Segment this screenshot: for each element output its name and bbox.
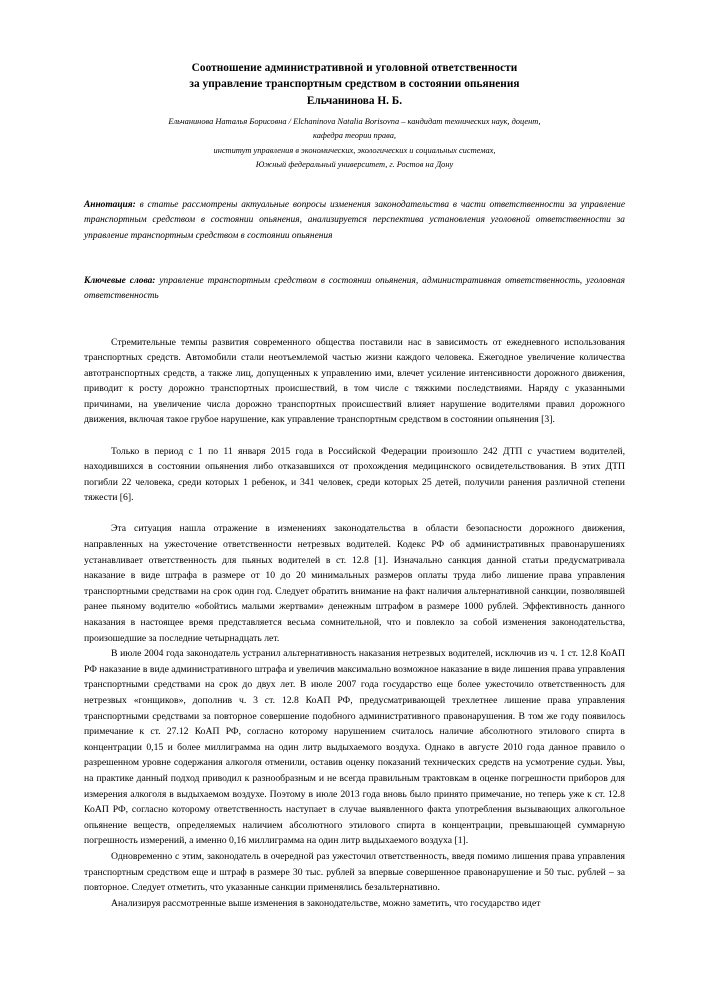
body-paragraph: Стремительные темпы развития современного общества поставили нас в зависимость от ежедневного использования транспортных средств. Автомобили стали неотъемлемой частью жизни каждого человека. Ежегодное увеличение количества автотранспортных средств, а также лиц, допущенных к управлению ими, влечет усиление интенсивности дорожного движения, приводит к росту дорожно транспортных происшествий, в том числе с тяжкими последствиями. Наряду с указанными причинами, на увеличение числа дорожно транспортных происшествий влияет нарушение водителями правил дорожного движения, включая такое грубое нарушение, как управление транспортным средством в состоянии опьянения [3]. xyxy=(84,336,625,426)
author-name: Ельчанинова Н. Б. xyxy=(306,94,403,107)
abstract-text: в статье рассмотрены актуальные вопросы изменения законодательства в части ответственности за управление транспортным средством в состоянии опьянения, анализируется перспектива установления уголовной ответственности за управление транспортным средством в состоянии опьянения xyxy=(84,200,625,241)
body-paragraph: Только в период с 1 по 11 января 2015 года в Российской Федерации произошло 242 ДТП с участием водителей, находившихся в состоянии опьянения либо отказавшихся от прохождения медицинского освидетельствования. В этих ДТП погибли 22 человека, среди которых 1 ребенок, и 341 человек, среди которых 25 детей, получили ранения различной степени тяжести [6]. xyxy=(84,445,625,504)
affiliation-line-1: Ельчанинова Наталья Борисовна / Elchaninova Natalia Borisovna – кандидат технических наук, доцент, xyxy=(168,117,541,127)
body-paragraph: Анализируя рассмотренные выше изменения в законодательстве, можно заметить, что государство идет xyxy=(111,897,541,909)
affiliation-line-2: кафедра теории права, xyxy=(313,131,396,141)
title-block xyxy=(84,60,625,109)
keywords-text: управление транспортным средством в состоянии опьянения, административная ответственность, уголовная ответственность xyxy=(84,275,625,302)
keywords-label: Ключевые слова: xyxy=(84,275,156,286)
affiliation-line-3: институт управления в экономических, экологических и социальных системах, xyxy=(213,145,496,155)
affiliation-line-4: Южный федеральный университет, г. Ростов на Дону xyxy=(255,159,454,169)
body-text xyxy=(84,335,625,912)
body-paragraph-group xyxy=(84,521,625,911)
page-title-line-1: Соотношение административной и уголовной ответственности xyxy=(191,62,518,74)
body-paragraph: В июле 2004 года законодатель устранил альтернативность наказания нетрезвых водителей, исключив из ч. 1 ст. 12.8 КоАП РФ наказание в виде административного штрафа и увеличив максимально возможное наказание в виде лишения права управления транспортными средствами на срок до двух лет. В июле 2007 года государство еще более ужесточило ответственность для нетрезвых «гонщиков», дополнив ч. 3 ст. 12.8 КоАП РФ, предусматривающей трехлетнее лишение права управления транспортными средствами за повторное совершение подобного административного правонарушения. В том же году появилось примечание к ст. 27.12 КоАП РФ, согласно которому нарушением считалось наличие абсолютного этилового спирта в концентрации 0,15 и более миллиграмма на один литр выдыхаемого воздуха. Однако в августе 2010 года данное правило о разрешенном уровне содержания алкоголя отменили, оставив оценку показаний технических средств на усмотрение судьи. Увы, на практике данный подход приводил к разнообразным и не всегда правильным трактовкам в оценке погрешности приборов для измерения алкоголя в выдыхаемом воздухе. Поэтому в июле 2013 года вновь было принято примечание, но теперь уже к ст. 12.8 КоАП РФ, согласно которому ответственность наступает в случае выявленного факта употребления вызывающих алкогольное опьянение веществ, определяемых наличием абсолютного этилового спирта в концентрации, превышающей суммарную погрешность измерений, а именно 0,16 миллиграмма на один литр выдыхаемого воздуха [1]. xyxy=(84,648,625,847)
body-paragraph: Эта ситуация нашла отражение в изменениях законодательства в области безопасности дорожного движения, направленных на ужесточение ответственности нетрезвых водителей. Кодекс РФ об административных правонарушениях устанавливает ответственность для пьяных водителей в ст. 12.8 [1]. Изначально санкция данной статьи предусматривала наказание в виде штрафа в размере от 10 до 20 минимальных размеров оплаты труда либо лишение права управления транспортными средствами на срок один год. Следует обратить внимание на факт наличия альтернативной санкции, позволявшей ранее пьяному водителю «обойтись малыми жертвами» денежным штрафом в размере 1000 рублей. Эффективность данного наказания в настоящее время представляется весьма сомнительной, что и повлекло за собой изменения законодательства, произошедшие за последние четырнадцать лет. xyxy=(84,523,625,644)
abstract-block xyxy=(84,198,625,244)
page-title-line-2: за управление транспортным средством в состоянии опьянения xyxy=(189,78,520,91)
body-paragraph: Одновременно с этим, законодатель в очередной раз ужесточил ответственность, введя помимо лишения права управления транспортным средством еще и штраф в размере 30 тыс. рублей за впервые совершенное правонарушение и 50 тыс. рублей – за повторное. Следует отметить, что указанные санкции применялись безальтернативно. xyxy=(84,850,625,894)
affiliation-block xyxy=(84,115,625,172)
abstract-label: Аннотация: xyxy=(84,200,136,211)
keywords-block xyxy=(84,274,625,305)
